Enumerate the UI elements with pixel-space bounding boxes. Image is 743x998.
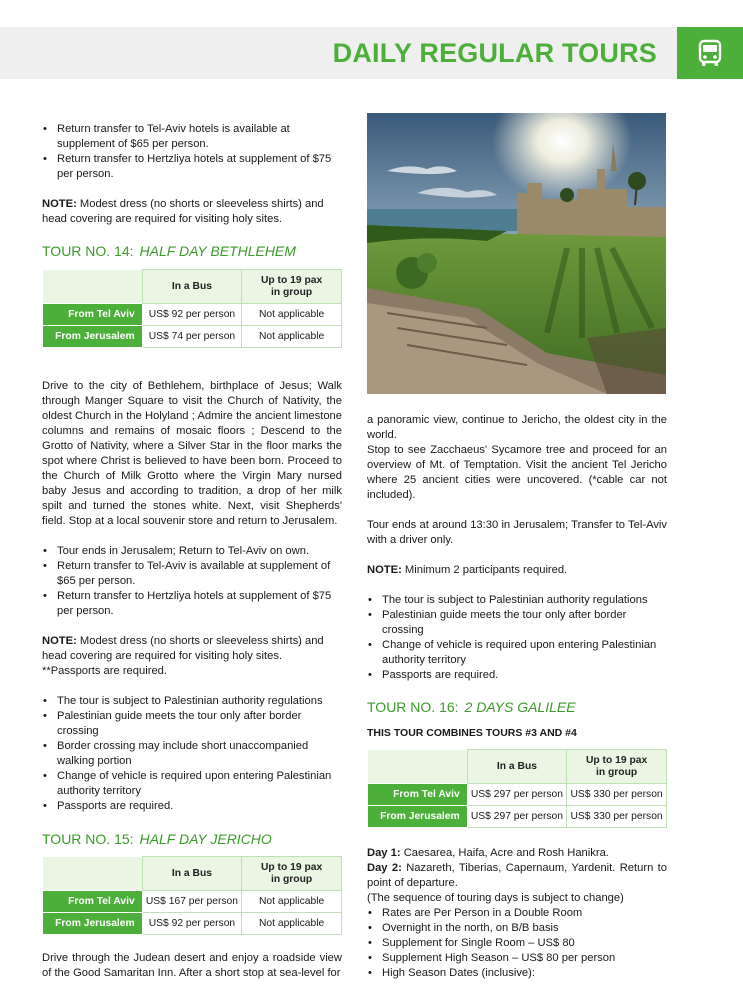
- day-text: Nazareth, Tiberias, Capernaum, Yardenit. Return to point of departure.: [367, 862, 667, 889]
- table-cell: US$ 92 per person: [142, 913, 242, 935]
- tour-14-heading: [42, 242, 342, 260]
- list-item: • Palestinian guide meets the tour only after border crossing: [42, 709, 342, 739]
- list-item: • Supplement High Season – US$ 80 per person: [367, 951, 667, 966]
- list-item: • Return transfer to Tel-Aviv hotels is available at supplement of $65 per person.: [42, 122, 342, 152]
- note-label: NOTE:: [42, 635, 77, 647]
- tour-name: HALF DAY BETHLEHEM: [139, 243, 296, 259]
- column-header: Up to 19 pax in group: [242, 270, 342, 304]
- list-item: • Rates are Per Person in a Double Room: [367, 906, 667, 921]
- table-row: [43, 891, 342, 913]
- table-cell: US$ 330 per person: [567, 784, 667, 806]
- list-item: • Border crossing may include short unaccompanied walking portion: [42, 739, 342, 769]
- table-cell: US$ 74 per person: [142, 326, 242, 348]
- table-cell: US$ 297 per person: [467, 806, 567, 828]
- day-label: Day 1:: [367, 847, 401, 859]
- list-item: • The tour is subject to Palestinian authority regulations: [42, 694, 342, 709]
- tour-14-note: [42, 634, 342, 679]
- tour-16-day-1: [367, 846, 667, 861]
- table-header-row: [43, 857, 342, 891]
- column-header: Up to 19 pax in group: [567, 750, 667, 784]
- tour-14-price-table: [42, 269, 342, 348]
- note-text: Minimum 2 participants required.: [401, 564, 568, 576]
- intro-note: [42, 197, 342, 227]
- tour-15-description: Drive through the Judean desert and enjoy a roadside view of the Good Samaritan Inn. After a short stop at sea-level for: [42, 952, 342, 979]
- column-header: In a Bus: [142, 857, 242, 891]
- table-cell: US$ 92 per person: [142, 304, 242, 326]
- header-icon-box: [677, 27, 743, 79]
- list-item: • Palestinian guide meets the tour only after border crossing: [367, 608, 667, 638]
- table-cell: Not applicable: [242, 891, 342, 913]
- tour-16-bullet-list: [367, 906, 667, 981]
- list-item: • Change of vehicle is required upon entering Palestinian authority territory: [42, 769, 342, 799]
- table-cell: US$ 167 per person: [142, 891, 242, 913]
- row-label: From Jerusalem: [43, 326, 143, 348]
- tour-14-bullet-list: [42, 544, 342, 619]
- table-row: [43, 304, 342, 326]
- list-item: • Return transfer to Tel-Aviv is available at supplement of $65 per person.: [42, 559, 342, 589]
- list-item: • Change of vehicle is required upon entering Palestinian authority territory: [367, 638, 667, 668]
- tour-16-sequence-note: (The sequence of touring days is subject to change): [367, 892, 624, 904]
- tour-number: TOUR NO. 15:: [42, 831, 134, 847]
- photo-illustration: [367, 113, 666, 394]
- tour-14-description: Drive to the city of Bethlehem, birthplace of Jesus; Walk through Manger Square to visit the Church of Nativity, the oldest Church in the Holyland ; Admire the ancient limestone columns and remains of mosaic floors ; Descend to the Grotto of Nativity, where a Silver Star in the floor marks the spot where Christ is believed to have been born. Proceed to the Church of Milk Grotto where the Virgin Mary nursed baby Jesus and according to tradition, a drop of her milk spilt and turned the stones white. Next, visit Shepherds' field. Stop at a local souvenir store and return to Jerusalem.: [42, 380, 342, 527]
- intro-bullet-list: [42, 122, 342, 182]
- page-title: DAILY REGULAR TOURS: [332, 38, 657, 68]
- list-item: • Return transfer to Hertzliya hotels at supplement of $75 per person.: [42, 152, 342, 182]
- table-header-row: [368, 750, 667, 784]
- list-item: • Supplement for Single Room – US$ 80: [367, 936, 667, 951]
- tour-16-day-2: [367, 861, 667, 891]
- table-corner: [368, 750, 468, 784]
- right-column: [367, 413, 667, 981]
- table-corner: [43, 857, 143, 891]
- column-header: Up to 19 pax in group: [242, 857, 342, 891]
- row-label: From Jerusalem: [43, 913, 143, 935]
- tour-number: TOUR NO. 14:: [42, 243, 134, 259]
- column-header: In a Bus: [467, 750, 567, 784]
- table-header-row: [43, 270, 342, 304]
- table-row: [368, 784, 667, 806]
- list-item: • Tour ends in Jerusalem; Return to Tel-Aviv on own.: [42, 544, 342, 559]
- tour-15-description-continued: a panoramic view, continue to Jericho, the oldest city in the world.: [367, 414, 667, 441]
- note-label: NOTE:: [367, 564, 402, 576]
- tour-15-end-note: Tour ends at around 13:30 in Jerusalem; Transfer to Tel-Aviv with a driver only.: [367, 519, 667, 546]
- tour-16-combines: THIS TOUR COMBINES TOURS #3 AND #4: [367, 727, 577, 739]
- table-row: [43, 913, 342, 935]
- row-label: From Tel Aviv: [43, 304, 143, 326]
- list-item: • High Season Dates (inclusive):: [367, 966, 667, 981]
- tour-15-heading: [42, 830, 342, 848]
- note-text: Modest dress (no shorts or sleeveless shirts) and head covering are required for visiting holy sites.: [42, 198, 324, 225]
- row-label: From Tel Aviv: [368, 784, 468, 806]
- row-label: From Jerusalem: [368, 806, 468, 828]
- table-cell: US$ 330 per person: [567, 806, 667, 828]
- tour-15-description-continued-2: Stop to see Zacchaeus' Sycamore tree and proceed for an overview of Mt. of Temptation. Visit the ancient Tel Jericho where 25 ancient cities were uncovered. (*cable car not included).: [367, 444, 667, 501]
- tour-name: 2 DAYS GALILEE: [464, 699, 576, 715]
- tour-16-price-table: [367, 749, 667, 828]
- table-cell: US$ 297 per person: [467, 784, 567, 806]
- tour-number: TOUR NO. 16:: [367, 699, 459, 715]
- day-text: Caesarea, Haifa, Acre and Rosh Hanikra.: [400, 847, 609, 859]
- tour-15-regulation-list: [367, 593, 667, 683]
- coastal-ruins-photo: [367, 113, 666, 394]
- list-item: • The tour is subject to Palestinian authority regulations: [367, 593, 667, 608]
- table-cell: Not applicable: [242, 304, 342, 326]
- column-header: In a Bus: [142, 270, 242, 304]
- tour-name: HALF DAY JERICHO: [139, 831, 272, 847]
- list-item: • Overnight in the north, on B/B basis: [367, 921, 667, 936]
- bus-icon: [695, 38, 725, 68]
- tour-16-heading: [367, 698, 667, 716]
- table-cell: Not applicable: [242, 326, 342, 348]
- table-cell: Not applicable: [242, 913, 342, 935]
- day-label: Day 2:: [367, 862, 402, 874]
- list-item: • Return transfer to Hertzliya hotels at supplement of $75 per person.: [42, 589, 342, 619]
- row-label: From Tel Aviv: [43, 891, 143, 913]
- left-column: [42, 122, 342, 981]
- tour-15-note: [367, 563, 667, 578]
- table-row: [43, 326, 342, 348]
- list-item: • Passports are required.: [42, 799, 342, 814]
- table-row: [368, 806, 667, 828]
- tour-15-price-table: [42, 856, 342, 935]
- table-corner: [43, 270, 143, 304]
- note-text: Modest dress (no shorts or sleeveless shirts) and head covering are required for visiting holy sites. **Passports are required.: [42, 635, 324, 677]
- list-item: • Passports are required.: [367, 668, 667, 683]
- note-label: NOTE:: [42, 198, 77, 210]
- tour-14-regulation-list: [42, 694, 342, 814]
